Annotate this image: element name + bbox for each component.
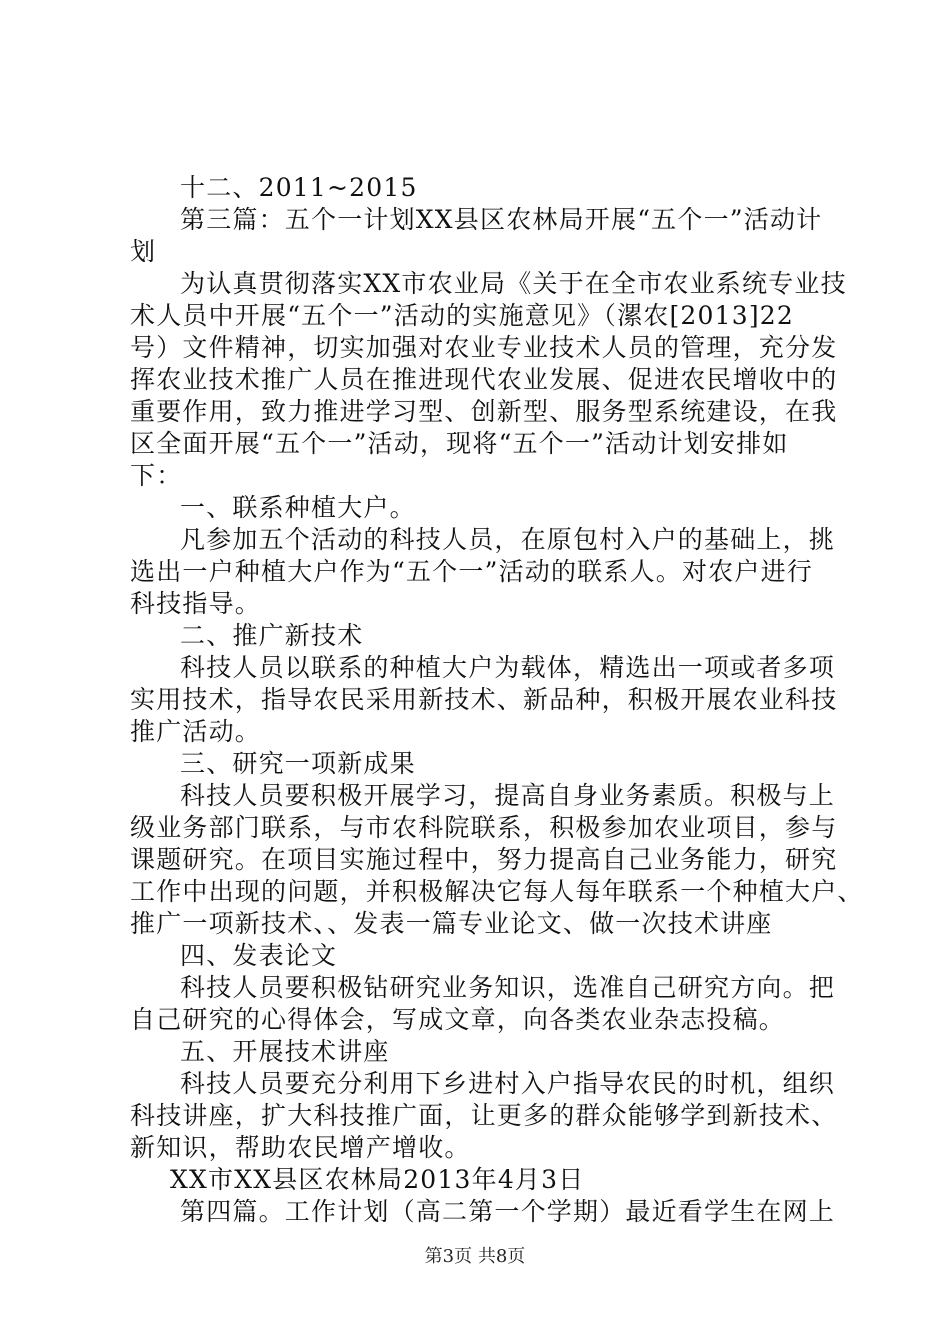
text-line: 科技人员以联系的种植大户为载体，精选出一项或者多项	[180, 653, 836, 682]
document-body	[130, 172, 864, 1228]
text-line: 四、发表论文	[180, 941, 338, 970]
text-line: 级业务部门联系，与市农科院联系，积极参加农业项目，参与	[130, 813, 838, 842]
text-line: 工作中出现的问题，并积极解决它每人每年联系一个种植大户、	[130, 877, 864, 906]
text-line: 挥农业技术推广人员在推进现代农业发展、促进农民增收中的	[130, 365, 838, 394]
text-line: 科技人员要积极开展学习，提高自身业务素质。积极与上	[180, 781, 836, 810]
text-line: 新知识，帮助农民增产增收。	[130, 1133, 471, 1162]
text-line: 三、研究一项新成果	[180, 749, 416, 778]
text-line: 凡参加五个活动的科技人员，在原包村入户的基础上，挑	[180, 525, 836, 554]
text-line: 实用技术，指导农民采用新技术、新品种，积极开展农业科技	[130, 685, 838, 714]
text-line: XX市XX县区农林局2013年4月3日	[170, 1165, 585, 1194]
text-line: 术人员中开展“五个一”活动的实施意见》（漯农[2013]22	[130, 301, 795, 330]
text-line: 课题研究。在项目实施过程中，努力提高自己业务能力，研究	[130, 845, 838, 874]
text-line: 科技讲座，扩大科技推广面，让更多的群众能够学到新技术、	[130, 1101, 838, 1130]
text-line: 号）文件精神，切实加强对农业专业技术人员的管理，充分发	[130, 333, 838, 362]
text-line: 科技指导。	[130, 589, 262, 618]
text-line: 第四篇。工作计划（高二第一个学期）最近看学生在网上	[180, 1197, 836, 1226]
text-line: 区全面开展“五个一”活动，现将“五个一”活动计划安排如	[130, 429, 789, 458]
text-line: 一、联系种植大户。	[180, 493, 416, 522]
text-line: 推广活动。	[130, 717, 262, 746]
text-line: 划	[130, 237, 157, 266]
text-line: 选出一户种植大户作为“五个一”活动的联系人。对农户进行	[130, 557, 813, 586]
text-line: 科技人员要充分利用下乡进村入户指导农民的时机，组织	[180, 1069, 836, 1098]
page-footer: 第3页 共8页	[424, 1246, 526, 1267]
text-line: 推广一项新技术、、发表一篇专业论文、做一次技术讲座	[130, 909, 773, 938]
text-line: 重要作用，致力推进学习型、创新型、服务型系统建设，在我	[130, 397, 838, 426]
text-line: 科技人员要积极钻研究业务知识，选准自己研究方向。把	[180, 973, 836, 1002]
text-line: 五、开展技术讲座	[180, 1037, 390, 1066]
text-line: 自己研究的心得体会，写成文章，向各类农业杂志投稿。	[130, 1005, 786, 1034]
text-line: 下：	[130, 461, 183, 490]
text-line: 十二、2011~2015	[180, 173, 418, 202]
text-line: 二、推广新技术	[180, 621, 364, 650]
text-line: 为认真贯彻落实XX市农业局《关于在全市农业系统专业技	[180, 269, 847, 298]
text-line: 第三篇：五个一计划XX县区农林局开展“五个一”活动计	[180, 205, 823, 234]
